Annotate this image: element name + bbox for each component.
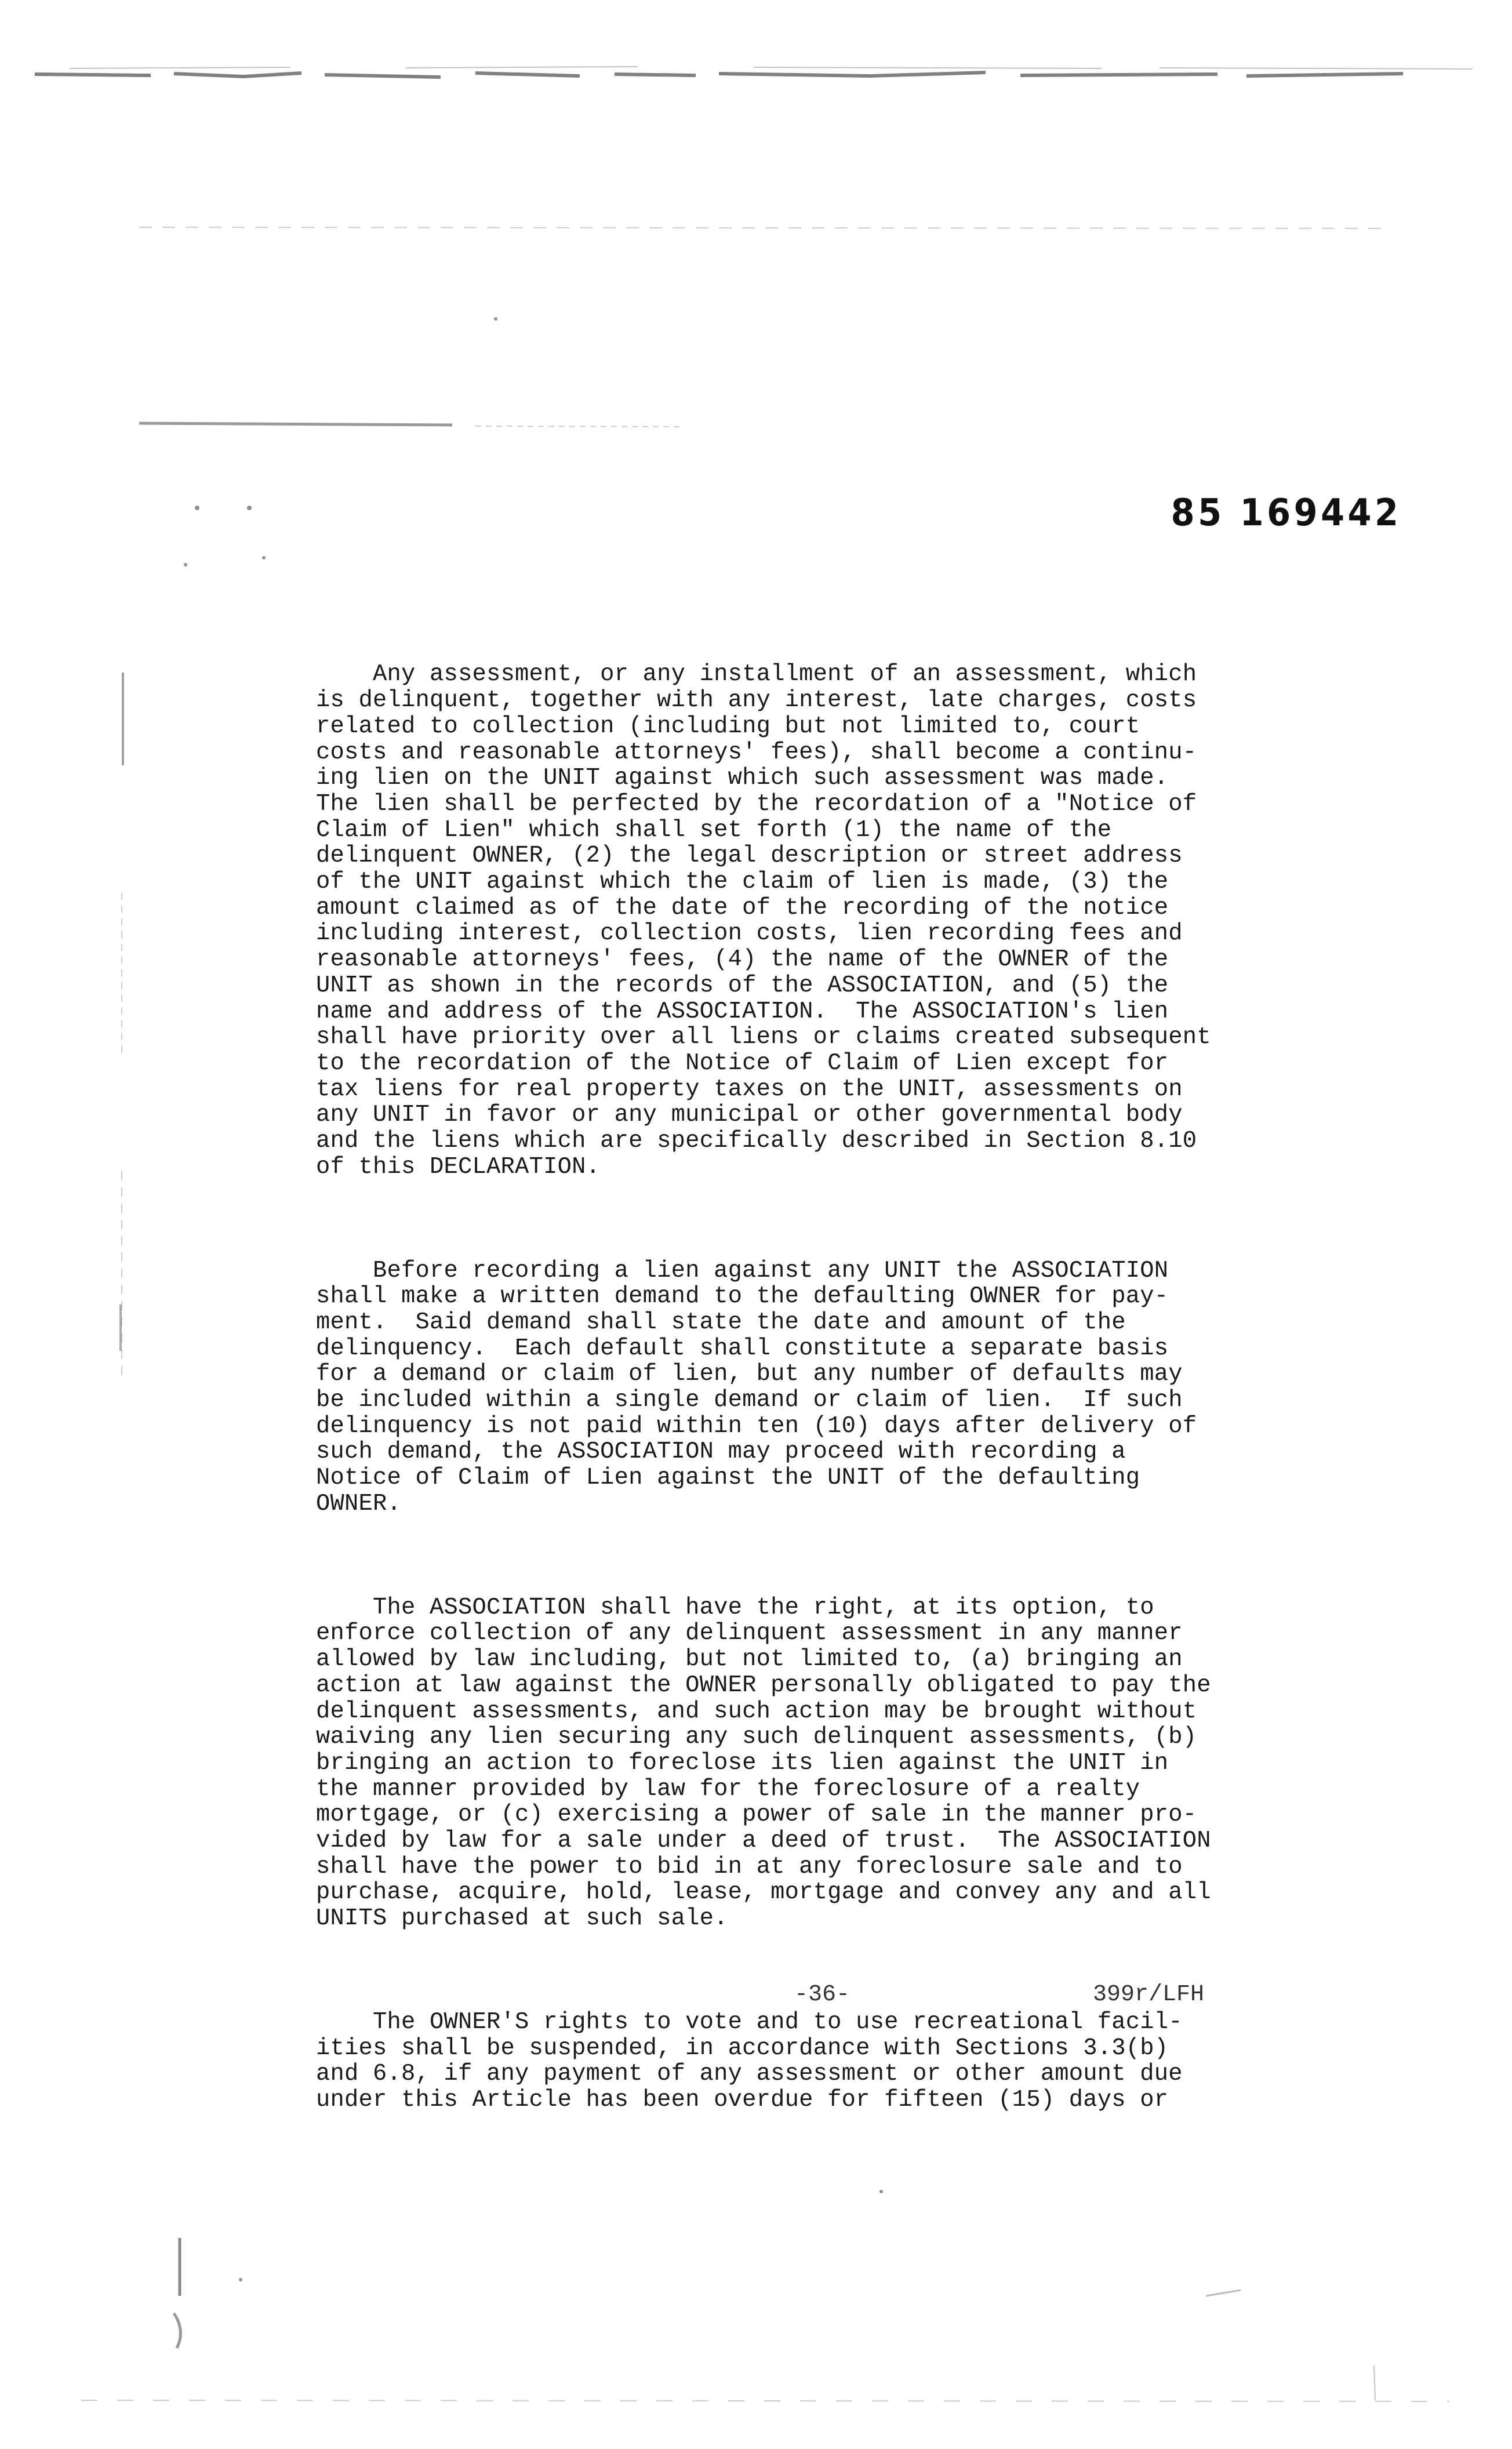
- text-line: of this DECLARATION.: [316, 1153, 601, 1180]
- document-body: [316, 610, 1348, 2165]
- text-line: OWNER.: [316, 1490, 402, 1517]
- text-line: UNITS purchased at such sale.: [316, 1905, 728, 1932]
- text-line: allowed by law including, but not limited to, (a) bringing an: [316, 1646, 1183, 1673]
- text-line: and the liens which are specifically described in Section 8.10: [316, 1128, 1197, 1155]
- text-line: costs and reasonable attorneys' fees), shall become a continu-: [316, 739, 1197, 766]
- text-line: of the UNIT against which the claim of lien is made, (3) the: [316, 869, 1169, 896]
- text-line: name and address of the ASSOCIATION. The ASSOCIATION's lien: [316, 998, 1169, 1025]
- text-line: ities shall be suspended, in accordance with Sections 3.3(b): [316, 2034, 1169, 2062]
- text-line: mortgage, or (c) exercising a power of sale in the manner pro-: [316, 1801, 1197, 1829]
- text-line: Any assessment, or any installment of an assessment, which: [316, 661, 1197, 688]
- text-line: The OWNER'S rights to vote and to use recreational facil-: [316, 2008, 1183, 2036]
- document-code: 399r/LFH: [1093, 1982, 1205, 2008]
- text-line: purchase, acquire, hold, lease, mortgage and convey any and all: [316, 1879, 1211, 1906]
- paragraph-voting-rights-suspension: [316, 2010, 1348, 2113]
- text-line: tax liens for real property taxes on the UNIT, assessments on: [316, 1075, 1183, 1103]
- paragraph-collection-enforcement: [316, 1595, 1348, 1932]
- text-line: The ASSOCIATION shall have the right, at its option, to: [316, 1594, 1154, 1621]
- text-line: under this Article has been overdue for fifteen (15) days or: [316, 2087, 1169, 2114]
- text-line: amount claimed as of the date of the recording of the notice: [316, 894, 1169, 921]
- text-line: including interest, collection costs, lien recording fees and: [316, 920, 1183, 947]
- text-line: Notice of Claim of Lien against the UNIT of the defaulting: [316, 1465, 1140, 1492]
- text-line: delinquency. Each default shall constitute a separate basis: [316, 1335, 1169, 1362]
- text-line: related to collection (including but not limited to, court: [316, 713, 1140, 740]
- text-line: delinquency is not paid within ten (10) days after delivery of: [316, 1412, 1197, 1440]
- text-line: the manner provided by law for the foreclosure of a realty: [316, 1775, 1140, 1803]
- paragraph-demand-before-recording: [316, 1258, 1348, 1517]
- text-line: such demand, the ASSOCIATION may proceed with recording a: [316, 1438, 1126, 1466]
- text-line: action at law against the OWNER personally obligated to pay the: [316, 1672, 1211, 1699]
- text-line: ment. Said demand shall state the date and amount of the: [316, 1309, 1126, 1336]
- text-line: enforce collection of any delinquent assessment in any manner: [316, 1620, 1183, 1647]
- text-line: waiving any lien securing any such delinquent assessments, (b): [316, 1724, 1197, 1751]
- text-line: UNIT as shown in the records of the ASSOCIATION, and (5) the: [316, 972, 1169, 999]
- page-number: -36-: [794, 1982, 850, 2008]
- text-line: vided by law for a sale under a deed of trust. The ASSOCIATION: [316, 1827, 1211, 1855]
- document-number: 85 169442: [1171, 492, 1402, 535]
- text-line: for a demand or claim of lien, but any number of defaults may: [316, 1361, 1183, 1388]
- text-line: is delinquent, together with any interest, late charges, costs: [316, 687, 1197, 714]
- text-line: Claim of Lien" which shall set forth (1) the name of the: [316, 816, 1112, 844]
- text-line: delinquent assessments, and such action may be brought without: [316, 1698, 1197, 1725]
- text-line: reasonable attorneys' fees, (4) the name of the OWNER of the: [316, 946, 1169, 973]
- text-line: and 6.8, if any payment of any assessment or other amount due: [316, 2061, 1183, 2088]
- text-line: shall have priority over all liens or claims created subsequent: [316, 1024, 1211, 1051]
- text-line: shall have the power to bid in at any foreclosure sale and to: [316, 1853, 1183, 1880]
- text-line: Before recording a lien against any UNIT the ASSOCIATION: [316, 1257, 1169, 1284]
- text-line: to the recordation of the Notice of Claim of Lien except for: [316, 1049, 1169, 1077]
- text-line: any UNIT in favor or any municipal or other governmental body: [316, 1102, 1183, 1129]
- paragraph-lien-assessment: [316, 662, 1348, 1180]
- text-line: shall make a written demand to the defaulting OWNER for pay-: [316, 1283, 1169, 1310]
- text-line: delinquent OWNER, (2) the legal description or street address: [316, 842, 1183, 870]
- text-line: bringing an action to foreclose its lien against the UNIT in: [316, 1749, 1169, 1776]
- text-line: The lien shall be perfected by the recordation of a "Notice of: [316, 790, 1197, 817]
- text-line: ing lien on the UNIT against which such assessment was made.: [316, 765, 1169, 792]
- text-line: be included within a single demand or claim of lien. If such: [316, 1387, 1183, 1414]
